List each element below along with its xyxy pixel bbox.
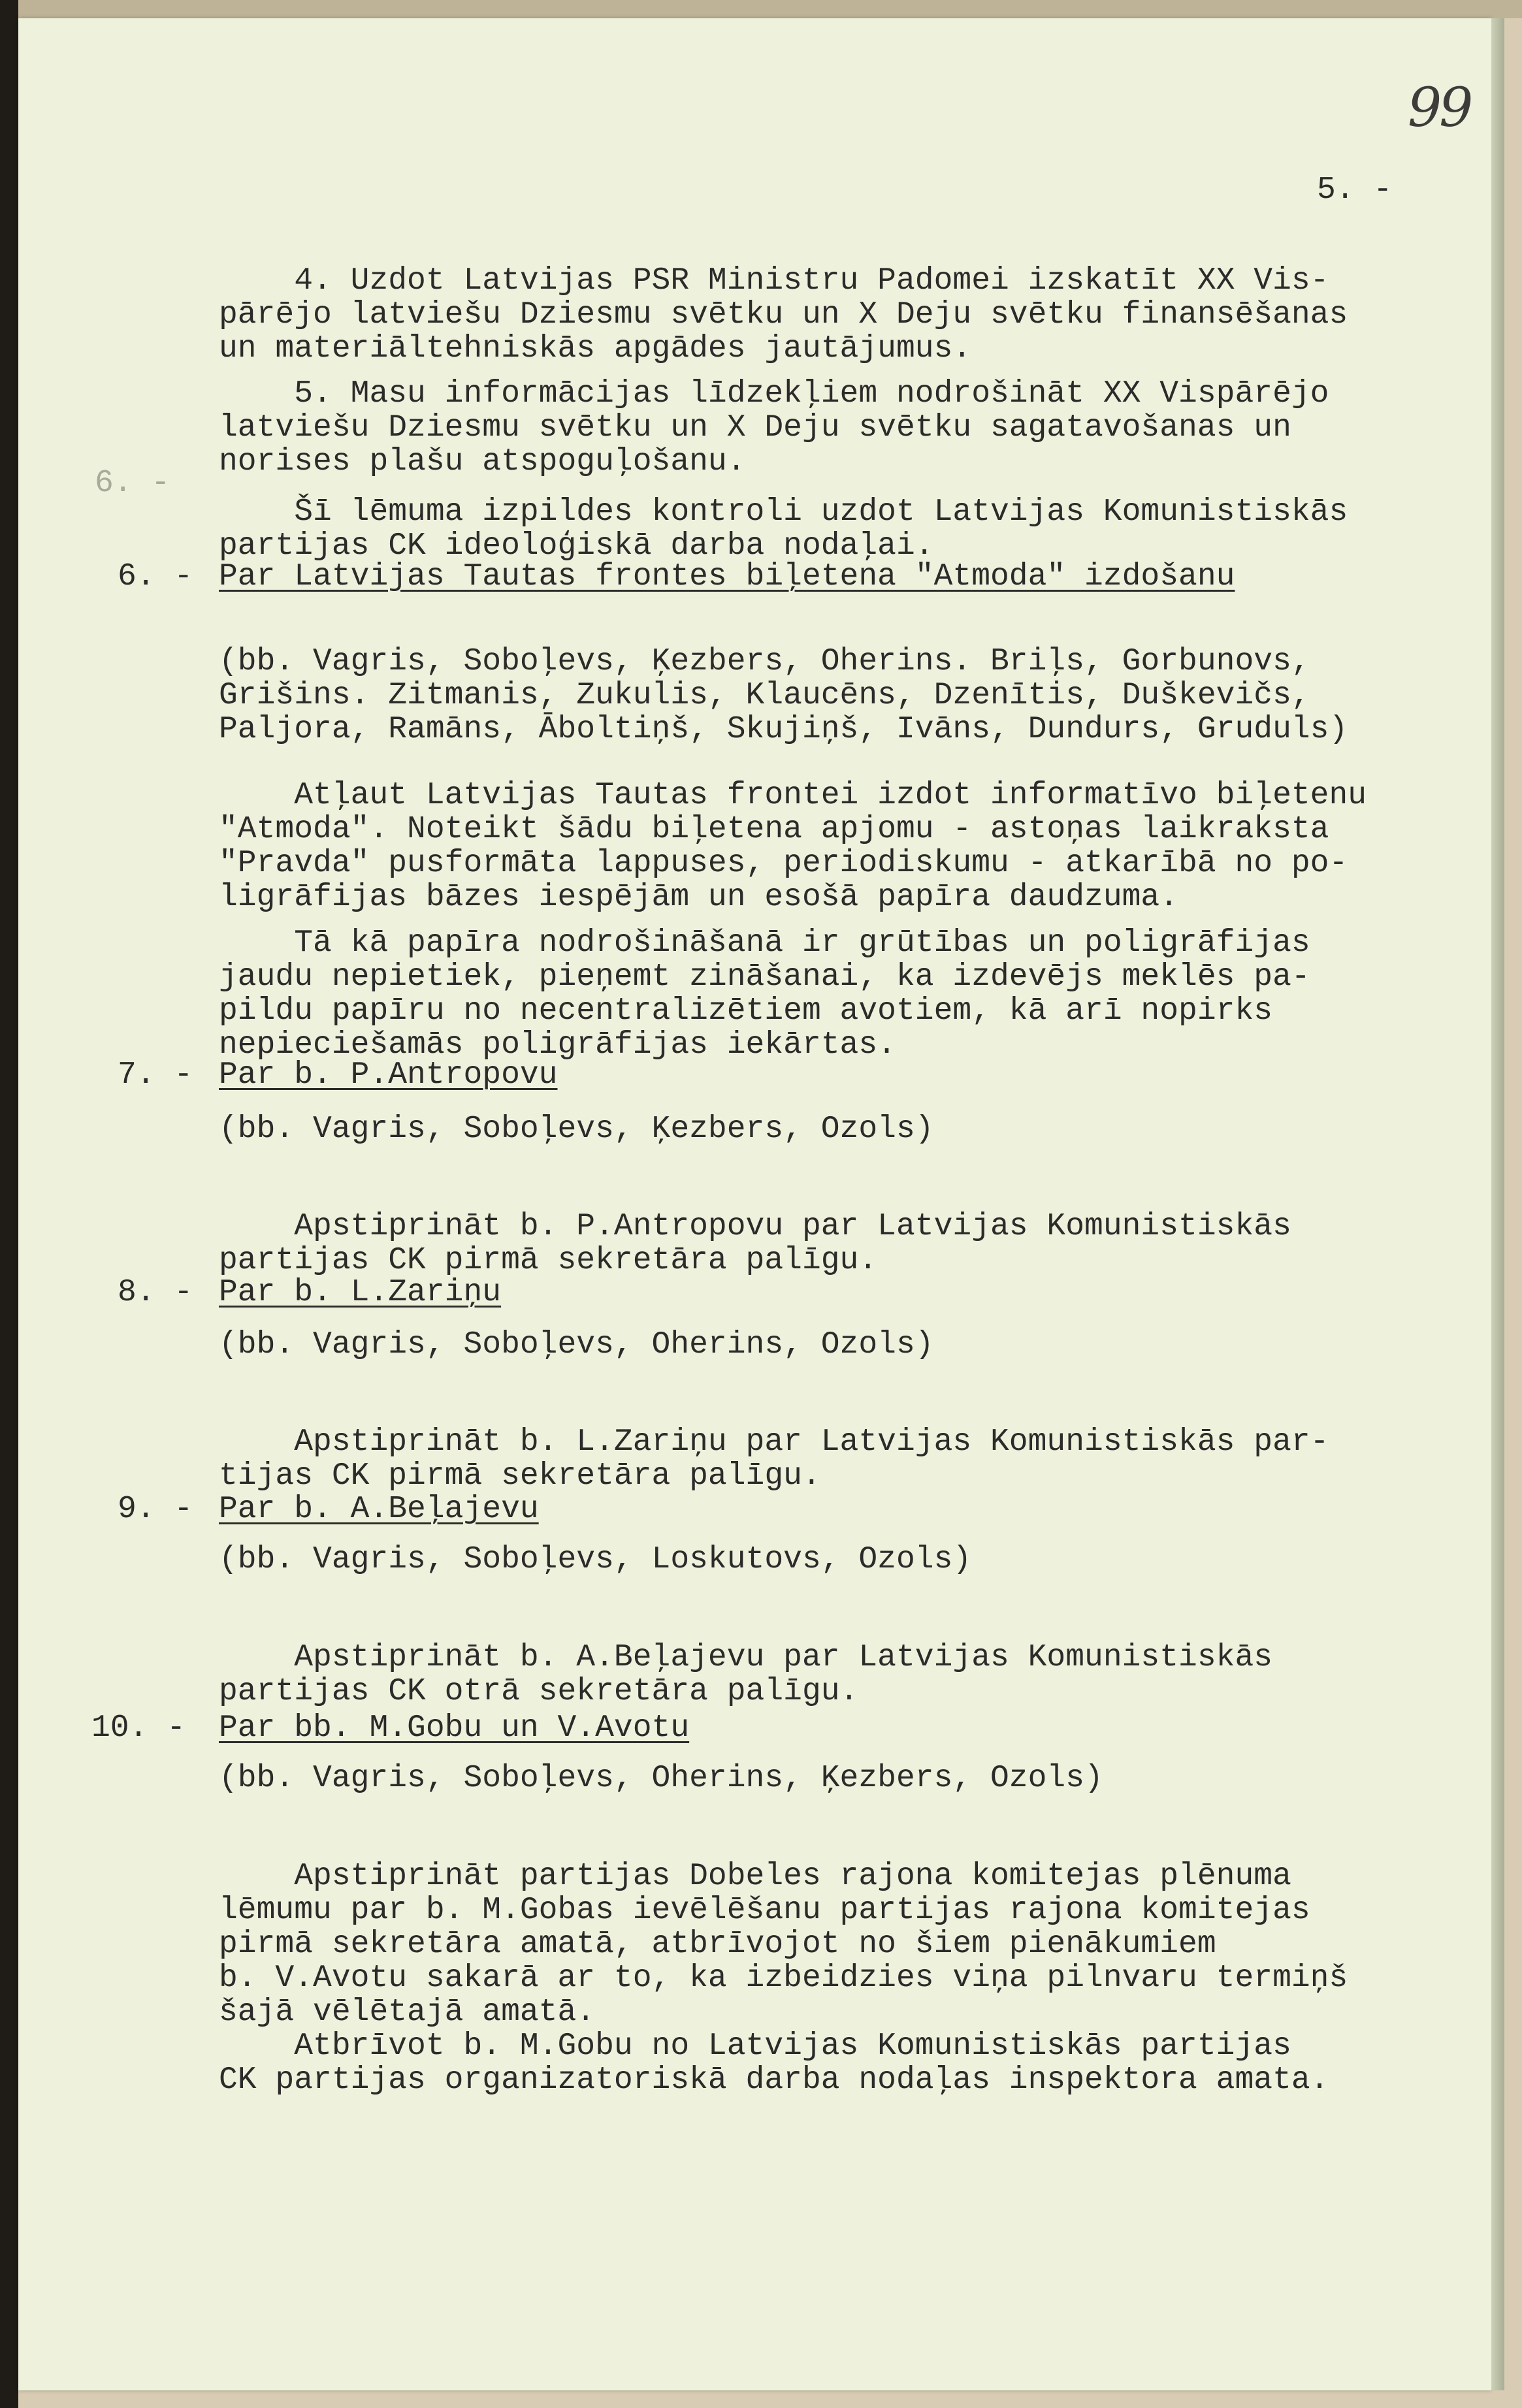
- body-line: pildu papīru no necentralizētiem avotiem, kā arī nopirks: [219, 993, 1273, 1029]
- body-line: Atļaut Latvijas Tautas frontei izdot informatīvo biļetenu: [219, 778, 1367, 813]
- top-edge: [18, 0, 1522, 18]
- paragraph-line: norises plašu atspoguļošanu.: [219, 444, 746, 479]
- body-line: Apstiprināt partijas Dobeles rajona komitejas plēnuma: [219, 1859, 1291, 1894]
- body-line: Atbrīvot b. M.Gobu no Latvijas Komunistiskās partijas: [219, 2029, 1291, 2064]
- section-participants: [219, 611, 1348, 746]
- paragraph-line: 4. Uzdot Latvijas PSR Ministru Padomei izskatīt XX Vis-: [219, 263, 1329, 298]
- paragraph-line: partijas CK ideoloģiskā darba nodaļai.: [219, 528, 934, 564]
- section-number: 6. -: [118, 559, 193, 594]
- body-line: ligrāfijas bāzes iespējām un esošā papīra daudzuma.: [219, 880, 1179, 915]
- paragraph-line: un materiāltehniskās apgādes jautājumus.: [219, 331, 972, 366]
- section-body: [219, 1391, 1329, 1493]
- body-line: Apstiprināt b. P.Antropovu par Latvijas Komunistiskās: [219, 1209, 1291, 1244]
- section-participants: (bb. Vagris, Soboļevs, Ķezbers, Ozols): [219, 1112, 934, 1147]
- body-line: b. V.Avotu sakarā ar to, ka izbeidzies viņa pilnvaru termiņš: [219, 1961, 1348, 1996]
- section-title: Par b. P.Antropovu: [219, 1057, 558, 1093]
- section-number: 10. -: [91, 1710, 186, 1746]
- participants-line: Paljora, Ramāns, Āboltiņš, Skujiņš, Ivāns, Dundurs, Gruduls): [219, 712, 1348, 747]
- body-line: tijas CK pirmā sekretāra palīgu.: [219, 1458, 821, 1494]
- binding-edge: [0, 0, 18, 2408]
- body-line: Apstiprināt b. L.Zariņu par Latvijas Komunistiskās par-: [219, 1424, 1329, 1460]
- section-participants: (bb. Vagris, Soboļevs, Loskutovs, Ozols): [219, 1542, 972, 1577]
- page-number: 5. -: [1317, 172, 1393, 208]
- body-line: Tā kā papīra nodrošināšanā ir grūtības un poligrāfijas: [219, 925, 1310, 961]
- left-margin-mark: 6. -: [95, 466, 170, 501]
- body-line: "Pravda" pusformāta lappuses, periodiskumu - atkarībā no po-: [219, 846, 1348, 881]
- section-title: Par bb. M.Gobu un V.Avotu: [219, 1710, 690, 1746]
- paragraph-line: pārējo latviešu Dziesmu svētku un X Deju svētku finansēšanas: [219, 297, 1348, 332]
- body-line: CK partijas organizatoriskā darba nodaļas inspektora amata.: [219, 2063, 1329, 2098]
- body-line: partijas CK otrā sekretāra palīgu.: [219, 1674, 859, 1709]
- participants-line: Grišins. Zitmanis, Zukulis, Klaucēns, Dzenītis, Duškevičs,: [219, 678, 1310, 713]
- body-line: nepieciešamās poligrāfijas iekārtas.: [219, 1027, 896, 1063]
- section-title: Par b. L.Zariņu: [219, 1275, 502, 1310]
- paragraph-line: latviešu Dziesmu svētku un X Deju svētku sagatavošanas un: [219, 410, 1291, 445]
- body-line: "Atmoda". Noteikt šādu biļetena apjomu - astoņas laikraksta: [219, 812, 1329, 847]
- body-line: lēmumu par b. M.Gobas ievēlēšanu partijas rajona komitejas: [219, 1893, 1310, 1928]
- section-participants: (bb. Vagris, Soboļevs, Oherins, Ķezbers, Ozols): [219, 1761, 1103, 1796]
- section-title: Par b. A.Beļajevu: [219, 1492, 539, 1527]
- folio-mark: 99: [1408, 77, 1471, 139]
- section-title: Par Latvijas Tautas frontes biļetena "Atmoda" izdošanu: [219, 559, 1235, 594]
- section-number: 7. -: [118, 1057, 193, 1093]
- section-participants: (bb. Vagris, Soboļevs, Oherins, Ozols): [219, 1327, 934, 1362]
- paragraph-line: Šī lēmuma izpildes kontroli uzdot Latvijas Komunistiskās: [219, 494, 1348, 530]
- participants-line: (bb. Vagris, Soboļevs, Ķezbers, Oherins. Briļs, Gorbunovs,: [219, 644, 1310, 679]
- paragraph-5: [219, 343, 1329, 479]
- paragraph-control: [219, 461, 1348, 563]
- paragraph-line: 5. Masu informācijas līdzekļiem nodrošināt XX Vispārējo: [219, 376, 1329, 411]
- section-body: [219, 1607, 1272, 1709]
- body-line: Apstiprināt b. A.Beļajevu par Latvijas Komunistiskās: [219, 1640, 1273, 1675]
- section-number: 9. -: [118, 1492, 193, 1527]
- page-fold-shadow: [1491, 18, 1504, 2390]
- section-number: 8. -: [118, 1275, 193, 1310]
- body-line: šajā vēlētajā amatā.: [219, 1995, 596, 2030]
- body-line: jaudu nepietiek, pieņemt zināšanai, ka izdevējs meklēs pa-: [219, 959, 1310, 995]
- section-body: [219, 745, 1367, 1062]
- section-body: [219, 1176, 1291, 1277]
- body-line: pirmā sekretāra amatā, atbrīvojot no šiem pienākumiem: [219, 1927, 1216, 1962]
- section-body: [219, 1825, 1348, 2097]
- body-line: partijas CK pirmā sekretāra palīgu.: [219, 1243, 878, 1278]
